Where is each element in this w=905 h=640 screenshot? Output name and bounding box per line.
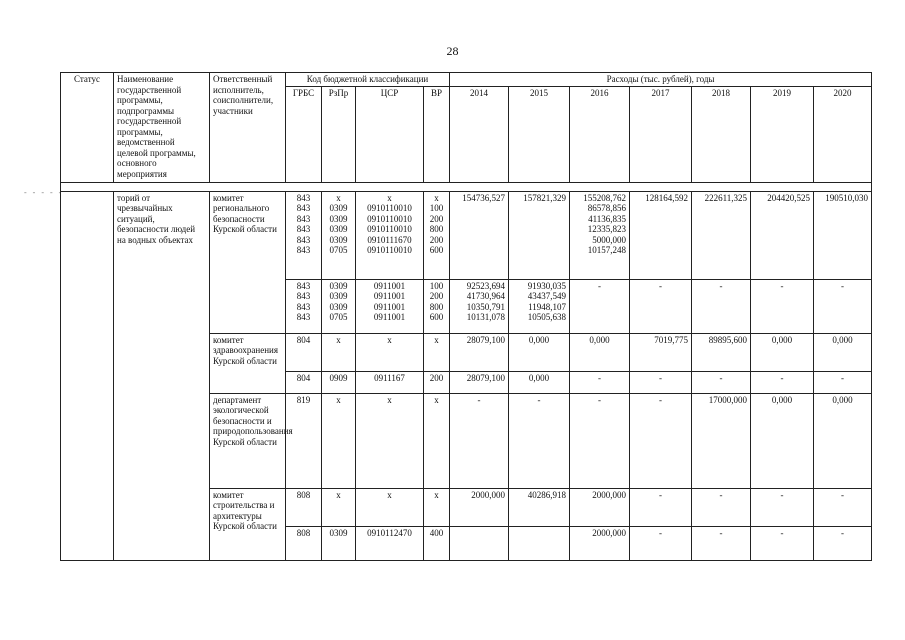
rzpr-cell: 0909	[322, 371, 356, 393]
csr-cell: x	[356, 488, 424, 526]
value-cell: -	[751, 488, 814, 526]
csr-cell: x	[356, 333, 424, 371]
vr-cell: x	[424, 333, 450, 371]
csr-cell: 0911001 0911001 0911001 0911001	[356, 279, 424, 333]
header-vr: ВР	[424, 86, 450, 182]
value-cell: -	[814, 526, 872, 560]
value-cell: 0,000	[814, 333, 872, 371]
header-year: 2019	[751, 86, 814, 182]
row-name: торий от чрезвычайных ситуаций, безопасности людей на водных объектах	[114, 191, 210, 560]
value-cell: 2000,000	[570, 526, 630, 560]
vr-cell: x 100 200 800 200 600	[424, 191, 450, 279]
vr-cell: 200	[424, 371, 450, 393]
rzpr-cell: x 0309 0309 0309 0309 0705	[322, 191, 356, 279]
executor-cell: комитет строительства и архитектуры Курской области	[210, 488, 286, 560]
vr-cell: x	[424, 488, 450, 526]
value-cell: -	[630, 526, 692, 560]
header-rzpr: РзПр	[322, 86, 356, 182]
value-cell: 128164,592	[630, 191, 692, 279]
value-cell: -	[570, 279, 630, 333]
value-cell: 92523,694 41730,964 10350,791 10131,078	[450, 279, 509, 333]
executor-cell: департамент экологической безопасности и природопользования Курской области	[210, 393, 286, 488]
header-status: Статус	[61, 73, 114, 183]
header-budget-code: Код бюджетной классификации	[286, 73, 450, 87]
grbs-cell: 808	[286, 526, 322, 560]
status-cell	[61, 191, 114, 560]
vr-cell: 400	[424, 526, 450, 560]
rzpr-cell: 0309	[322, 526, 356, 560]
value-cell: -	[814, 279, 872, 333]
rzpr-cell: x	[322, 333, 356, 371]
value-cell: -	[692, 279, 751, 333]
value-cell: 28079,100	[450, 333, 509, 371]
value-cell: 28079,100	[450, 371, 509, 393]
value-cell: 89895,600	[692, 333, 751, 371]
value-cell: 0,000	[509, 371, 570, 393]
value-cell: -	[751, 279, 814, 333]
value-cell: -	[630, 371, 692, 393]
left-margin-mark: - - - - -	[24, 188, 64, 197]
vr-cell: x	[424, 393, 450, 488]
value-cell: -	[692, 526, 751, 560]
value-cell: 0,000	[751, 393, 814, 488]
value-cell: 2000,000	[450, 488, 509, 526]
value-cell: 40286,918	[509, 488, 570, 526]
csr-cell: x 0910110010 0910110010 0910110010 0910111670 0910110010	[356, 191, 424, 279]
header-year: 2017	[630, 86, 692, 182]
value-cell: 91930,035 43437,549 11948,107 10505,638	[509, 279, 570, 333]
value-cell: 2000,000	[570, 488, 630, 526]
header-expenses: Расходы (тыс. рублей), годы	[450, 73, 872, 87]
value-cell: 0,000	[751, 333, 814, 371]
grbs-cell: 804	[286, 371, 322, 393]
header-year: 2020	[814, 86, 872, 182]
value-cell: 154736,527	[450, 191, 509, 279]
value-cell: 155208,762 86578,856 41136,835 12335,823 5000,000 10157,248	[570, 191, 630, 279]
grbs-cell: 808	[286, 488, 322, 526]
grbs-cell: 843 843 843 843	[286, 279, 322, 333]
header-year: 2016	[570, 86, 630, 182]
value-cell: 17000,000	[692, 393, 751, 488]
value-cell	[509, 526, 570, 560]
header-name: Наименование государственной программы, подпрограммы государственной программы, ведомственной целевой программы, основного мероприятия	[114, 73, 210, 183]
page-number: 28	[446, 44, 459, 58]
value-cell: -	[814, 488, 872, 526]
budget-table	[60, 72, 872, 561]
value-cell: -	[630, 488, 692, 526]
value-cell: -	[509, 393, 570, 488]
value-cell: -	[570, 393, 630, 488]
csr-cell: 0911167	[356, 371, 424, 393]
executor-cell: комитет здравоохранения Курской области	[210, 333, 286, 393]
header-year: 2018	[692, 86, 751, 182]
value-cell: -	[751, 526, 814, 560]
csr-cell: x	[356, 393, 424, 488]
header-grbs: ГРБС	[286, 86, 322, 182]
value-cell: -	[751, 371, 814, 393]
value-cell: -	[692, 371, 751, 393]
value-cell: 190510,030	[814, 191, 872, 279]
value-cell: -	[814, 371, 872, 393]
value-cell: 204420,525	[751, 191, 814, 279]
value-cell: -	[450, 393, 509, 488]
value-cell: -	[630, 279, 692, 333]
rzpr-cell: x	[322, 488, 356, 526]
grbs-cell: 819	[286, 393, 322, 488]
value-cell: 157821,329	[509, 191, 570, 279]
value-cell: -	[692, 488, 751, 526]
value-cell: 222611,325	[692, 191, 751, 279]
rzpr-cell: 0309 0309 0309 0705	[322, 279, 356, 333]
header-csr: ЦСР	[356, 86, 424, 182]
value-cell: -	[570, 371, 630, 393]
value-cell: 7019,775	[630, 333, 692, 371]
vr-cell: 100 200 800 600	[424, 279, 450, 333]
value-cell: 0,000	[509, 333, 570, 371]
value-cell: 0,000	[814, 393, 872, 488]
header-year: 2015	[509, 86, 570, 182]
header-executor: Ответственный исполнитель, соисполнители, участники	[210, 73, 286, 183]
executor-cell: комитет регионального безопасности Курской области	[210, 191, 286, 333]
csr-cell: 0910112470	[356, 526, 424, 560]
value-cell	[450, 526, 509, 560]
rzpr-cell: x	[322, 393, 356, 488]
value-cell: 0,000	[570, 333, 630, 371]
grbs-cell: 804	[286, 333, 322, 371]
grbs-cell: 843 843 843 843 843 843	[286, 191, 322, 279]
value-cell: -	[630, 393, 692, 488]
header-year: 2014	[450, 86, 509, 182]
